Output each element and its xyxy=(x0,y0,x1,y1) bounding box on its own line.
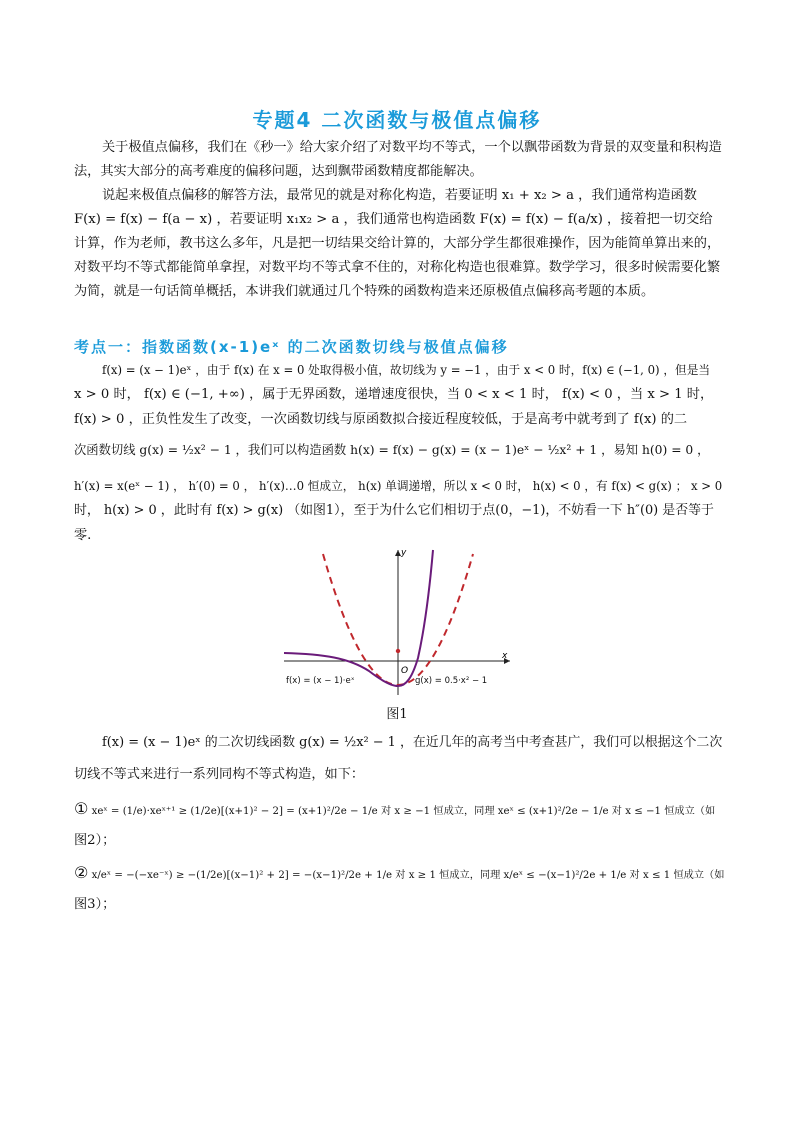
section1-line-1: f(x) = (x − 1)eˣ ，由于 f(x) 在 x = 0 处取得极小值，故切线为 y = −1 ，由于 x < 0 时，f(x) ∈ (−1, 0) ，但是当 xyxy=(102,363,711,377)
item-1-line-1 xyxy=(74,799,724,822)
section1-line-6: 时， h(x) > 0 ，此时有 f(x) > g(x) （如图1），至于为什么它们相切于点(0，−1)，不妨看一下 h″(0) 是否等于 xyxy=(74,503,714,518)
section1-line-5: h′(x) = x(eˣ − 1) ， h′(0) = 0 ， h′(x)…0 恒成立， h(x) 单调递增，所以 x < 0 时， h(x) < 0 ，有 f(x) < g(x) ； x > 0 xyxy=(74,479,723,493)
item-2-line-2: 图3）； xyxy=(74,897,116,912)
intro-paragraph-1: 关于极值点偏移，我们在《秒一》给大家介绍了对数平均不等式，一个以飘带函数为背景的双变量和积构造法，其实大部分的高考难度的偏移问题，达到飘带函数精度都能解决。 xyxy=(74,140,722,179)
item-2-marker: ② xyxy=(74,863,89,882)
y-axis-label: y xyxy=(401,548,407,558)
item-2-text: x/eˣ = −(−xe⁻ˣ) ≥ −(1/2e)[(x−1)² + 2] = −(x−1)²/2e + 1/e 对 x ≥ 1 恒成立，同理 x/eˣ ≤ −(x−1)²/2e + 1/e 对 x ≤ 1 恒成立（如 xyxy=(91,870,725,881)
section1-line-3: f(x) > 0 ，正负性发生了改变，一次函数切线与原函数拟合接近程度较低，于是高考中就考到了 f(x) 的二 xyxy=(74,412,688,427)
section1-line-4: 次函数切线 g(x) = ½x² − 1 ，我们可以构造函数 h(x) = f(x) − g(x) = (x − 1)eˣ − ½x² + 1 ，易知 h(0) = 0 ， xyxy=(74,443,710,457)
tangent-point-marker xyxy=(396,649,400,653)
f-curve xyxy=(284,550,433,686)
section1-line-2: x > 0 时， f(x) ∈ (−1, +∞) ，属于无界函数，递增速度很快，当 0 < x < 1 时， f(x) < 0 ，当 x > 1 时， xyxy=(74,387,714,402)
intro-paragraph-2: 说起来极值点偏移的解答方法，最常见的就是对称化构造，若要证明 x₁ + x₂ > a ，我们通常构造函数 F(x) = f(x) − f(a − x) ，若要证明 x₁x₂ > a ，我们通常也构造函数 F(x) = f(x) − f(a/x) ，接着把一切交给计算，作为老师，教书这么多年，凡是把一切结果交给计算的，大部分学生都很难操作，因为能简单算出来的，对数平均不等式都能简单拿捏，对数平均不等式拿不住的，对称化构造也很难算。数学学习，很多时候需要化繁为简，就是一句话简单概括，本讲我们就通过几个特殊的函数构造来还原极值点偏移高考题的本质。 xyxy=(74,188,721,299)
item-1-text: xeˣ = (1/e)·xeˣ⁺¹ ≥ (1/2e)[(x+1)² − 2] = (x+1)²/2e − 1/e 对 x ≥ −1 恒成立，同理 xeˣ ≤ (x+1)²/2e − 1/e 对 x ≤ −1 恒成立（如 xyxy=(91,806,716,817)
section2-line-1: f(x) = (x − 1)eˣ 的二次切线函数 g(x) = ½x² − 1 ，在近几年的高考当中考查甚广，我们可以根据这个二次 xyxy=(102,735,723,750)
g-label: g(x) = 0.5·x² − 1 xyxy=(415,676,488,686)
item-1-marker: ① xyxy=(74,799,89,818)
f-label: f(x) = (x − 1)·eˣ xyxy=(286,676,355,686)
figure-caption: 图1 xyxy=(386,707,408,722)
section2-line-2: 切线不等式来进行一系列同构不等式构造，如下： xyxy=(74,767,365,782)
item-1-line-2: 图2）； xyxy=(74,833,116,848)
section1-line-7: 零. xyxy=(74,528,92,543)
function-graph-figure xyxy=(284,546,512,696)
item-2-line-1 xyxy=(74,863,724,886)
section-heading: 考点一：指数函数(x-1)eˣ 的二次函数切线与极值点偏移 xyxy=(74,338,509,356)
page-title: 专题4 二次函数与极值点偏移 xyxy=(252,108,542,132)
origin-label: O xyxy=(401,666,409,676)
x-axis-label: x xyxy=(502,651,508,661)
